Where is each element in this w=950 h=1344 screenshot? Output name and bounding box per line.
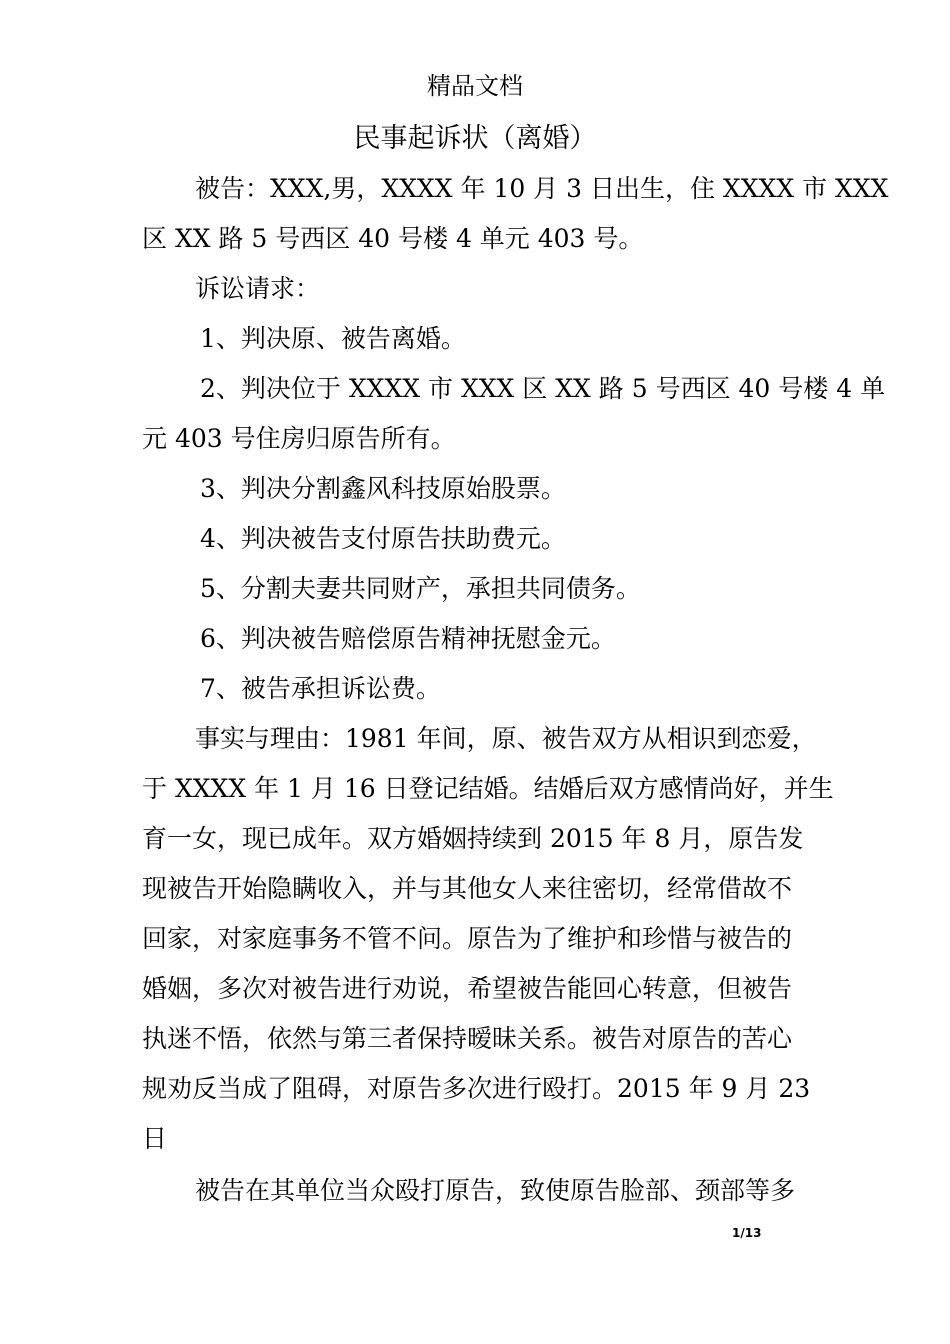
claim-item: 7、被告承担诉讼费。 [200,674,441,703]
facts-line: 日 [142,1124,168,1153]
facts-line: 规劝反当成了阻碍，对原告多次进行殴打。2015 年 9 月 23 [142,1074,811,1103]
page-number: 1/13 [732,1226,762,1240]
document-title: 民事起诉状（离婚） [353,123,597,154]
claim-item: 5、分割夫妻共同财产，承担共同债务。 [200,574,641,603]
facts-line: 执迷不悟，依然与第三者保持暧昧关系。被告对原告的苦心 [142,1024,793,1053]
claim-item: 1、判决原、被告离婚。 [200,324,466,353]
defendant-line-1: 被告：XXX,男，XXXX 年 10 月 3 日出生，住 XXXX 市 XXX [195,174,889,203]
claim-item: 6、判决被告赔偿原告精神抚慰金元。 [200,624,616,653]
claims-heading: 诉讼请求： [195,274,321,303]
page-header: 精品文档 [427,72,523,100]
facts-line: 现被告开始隐瞒收入，并与其他女人来往密切，经常借故不 [142,874,793,903]
claim-item-continuation: 元 403 号住房归原告所有。 [142,424,456,453]
facts-line: 事实与理由：1981 年间，原、被告双方从相识到恋爱， [195,724,817,753]
facts-line: 于 XXXX 年 1 月 16 日登记结婚。结婚后双方感情尚好，并生 [142,774,834,803]
facts-line: 回家，对家庭事务不管不问。原告为了维护和珍惜与被告的 [142,924,793,953]
facts-line: 婚姻，多次对被告进行劝说，希望被告能回心转意，但被告 [142,974,793,1003]
defendant-line-2: 区 XX 路 5 号西区 40 号楼 4 单元 403 号。 [142,224,644,253]
claim-item: 4、判决被告支付原告扶助费元。 [200,524,566,553]
claim-item: 2、判决位于 XXXX 市 XXX 区 XX 路 5 号西区 40 号楼 4 单 [200,374,886,403]
last-paragraph: 被告在其单位当众殴打原告，致使原告脸部、颈部等多 [195,1176,796,1205]
claim-item: 3、判决分割鑫风科技原始股票。 [200,474,566,503]
facts-line: 育一女，现已成年。双方婚姻持续到 2015 年 8 月，原告发 [142,824,804,853]
